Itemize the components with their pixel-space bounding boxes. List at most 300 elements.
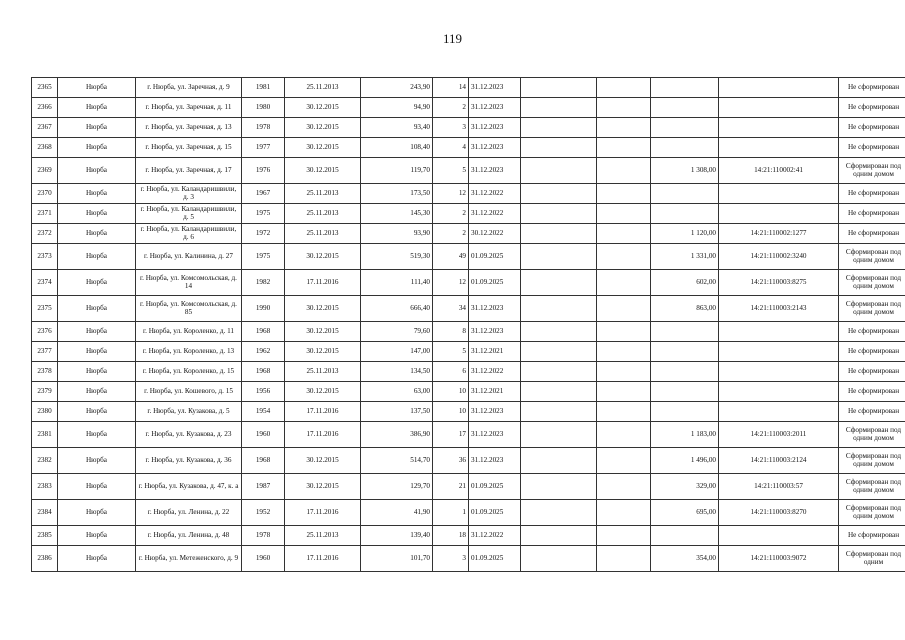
inspection-date-cell: 30.12.2015 xyxy=(285,244,361,270)
row-number-cell: 2367 xyxy=(32,118,58,138)
row-number-cell: 2376 xyxy=(32,322,58,342)
area-cell: 519,30 xyxy=(361,244,433,270)
residents-count-cell: 10 xyxy=(433,382,469,402)
residents-count-cell: 12 xyxy=(433,184,469,204)
build-year-cell: 1975 xyxy=(242,244,285,270)
settlement-cell: Нюрба xyxy=(58,402,136,422)
land-area-cell xyxy=(651,204,719,224)
build-year-cell: 1960 xyxy=(242,422,285,448)
table-row xyxy=(32,296,905,322)
empty-cell xyxy=(521,224,597,244)
row-number-cell: 2372 xyxy=(32,224,58,244)
row-number-cell: 2381 xyxy=(32,422,58,448)
cadastral-number-cell: 14:21:110003:57 xyxy=(719,474,839,500)
table-row xyxy=(32,382,905,402)
area-cell: 137,50 xyxy=(361,402,433,422)
empty-cell xyxy=(521,138,597,158)
empty-cell xyxy=(597,118,651,138)
settlement-cell: Нюрба xyxy=(58,270,136,296)
table-row xyxy=(32,224,905,244)
residents-count-cell: 8 xyxy=(433,322,469,342)
land-area-cell xyxy=(651,402,719,422)
build-year-cell: 1972 xyxy=(242,224,285,244)
table-row xyxy=(32,322,905,342)
settlement-cell: Нюрба xyxy=(58,98,136,118)
planned-date-cell: 31.12.2023 xyxy=(469,98,521,118)
planned-date-cell: 31.12.2022 xyxy=(469,204,521,224)
land-status-cell: Не сформирован xyxy=(839,204,905,224)
build-year-cell: 1956 xyxy=(242,382,285,402)
land-area-cell: 1 183,00 xyxy=(651,422,719,448)
land-status-cell: Сформирован под одним домом xyxy=(839,474,905,500)
area-cell: 147,00 xyxy=(361,342,433,362)
table-row xyxy=(32,78,905,98)
inspection-date-cell: 30.12.2015 xyxy=(285,98,361,118)
inspection-date-cell: 30.12.2015 xyxy=(285,296,361,322)
inspection-date-cell: 25.11.2013 xyxy=(285,184,361,204)
land-status-cell: Не сформирован xyxy=(839,362,905,382)
planned-date-cell: 31.12.2023 xyxy=(469,322,521,342)
address-cell: г. Нюрба, ул. Кузакова, д. 36 xyxy=(136,448,242,474)
planned-date-cell: 31.12.2023 xyxy=(469,158,521,184)
cadastral-number-cell xyxy=(719,526,839,546)
row-number-cell: 2371 xyxy=(32,204,58,224)
address-cell: г. Нюрба, ул. Короленко, д. 15 xyxy=(136,362,242,382)
cadastral-number-cell xyxy=(719,204,839,224)
residents-count-cell: 12 xyxy=(433,270,469,296)
area-cell: 386,90 xyxy=(361,422,433,448)
build-year-cell: 1968 xyxy=(242,322,285,342)
land-status-cell: Не сформирован xyxy=(839,382,905,402)
table-row xyxy=(32,138,905,158)
address-cell: г. Нюрба, ул. Комсомольская, д. 14 xyxy=(136,270,242,296)
cadastral-number-cell xyxy=(719,382,839,402)
table-row xyxy=(32,184,905,204)
land-status-cell: Сформирован под одним домом xyxy=(839,158,905,184)
empty-cell xyxy=(597,474,651,500)
inspection-date-cell: 17.11.2016 xyxy=(285,402,361,422)
empty-cell xyxy=(597,78,651,98)
land-area-cell xyxy=(651,138,719,158)
cadastral-number-cell: 14:21:110003:2143 xyxy=(719,296,839,322)
inspection-date-cell: 30.12.2015 xyxy=(285,474,361,500)
build-year-cell: 1960 xyxy=(242,546,285,572)
table-row xyxy=(32,244,905,270)
build-year-cell: 1962 xyxy=(242,342,285,362)
planned-date-cell: 31.12.2023 xyxy=(469,296,521,322)
land-status-cell: Не сформирован xyxy=(839,322,905,342)
residents-count-cell: 2 xyxy=(433,204,469,224)
residents-count-cell: 6 xyxy=(433,362,469,382)
residents-count-cell: 34 xyxy=(433,296,469,322)
cadastral-number-cell: 14:21:110003:2124 xyxy=(719,448,839,474)
build-year-cell: 1977 xyxy=(242,138,285,158)
row-number-cell: 2377 xyxy=(32,342,58,362)
land-area-cell: 1 331,00 xyxy=(651,244,719,270)
area-cell: 108,40 xyxy=(361,138,433,158)
empty-cell xyxy=(597,322,651,342)
land-area-cell: 354,00 xyxy=(651,546,719,572)
planned-date-cell: 31.12.2023 xyxy=(469,78,521,98)
page-number: 119 xyxy=(442,31,463,46)
land-area-cell xyxy=(651,362,719,382)
row-number-cell: 2374 xyxy=(32,270,58,296)
empty-cell xyxy=(521,322,597,342)
row-number-cell: 2369 xyxy=(32,158,58,184)
build-year-cell: 1982 xyxy=(242,270,285,296)
planned-date-cell: 01.09.2025 xyxy=(469,500,521,526)
area-cell: 134,50 xyxy=(361,362,433,382)
area-cell: 139,40 xyxy=(361,526,433,546)
empty-cell xyxy=(597,184,651,204)
inspection-date-cell: 17.11.2016 xyxy=(285,270,361,296)
table-row xyxy=(32,500,905,526)
planned-date-cell: 31.12.2021 xyxy=(469,382,521,402)
row-number-cell: 2383 xyxy=(32,474,58,500)
build-year-cell: 1987 xyxy=(242,474,285,500)
area-cell: 666,40 xyxy=(361,296,433,322)
empty-cell xyxy=(521,382,597,402)
area-cell: 101,70 xyxy=(361,546,433,572)
area-cell: 93,40 xyxy=(361,118,433,138)
inspection-date-cell: 17.11.2016 xyxy=(285,422,361,448)
address-cell: г. Нюрба, ул. Метеженского, д. 9 xyxy=(136,546,242,572)
empty-cell xyxy=(521,184,597,204)
cadastral-number-cell: 14:21:110002:41 xyxy=(719,158,839,184)
row-number-cell: 2365 xyxy=(32,78,58,98)
inspection-date-cell: 25.11.2013 xyxy=(285,362,361,382)
area-cell: 79,60 xyxy=(361,322,433,342)
empty-cell xyxy=(521,98,597,118)
inspection-date-cell: 30.12.2015 xyxy=(285,322,361,342)
residents-count-cell: 5 xyxy=(433,342,469,362)
settlement-cell: Нюрба xyxy=(58,224,136,244)
row-number-cell: 2384 xyxy=(32,500,58,526)
empty-cell xyxy=(597,546,651,572)
settlement-cell: Нюрба xyxy=(58,244,136,270)
row-number-cell: 2378 xyxy=(32,362,58,382)
table-row xyxy=(32,270,905,296)
inspection-date-cell: 17.11.2016 xyxy=(285,546,361,572)
settlement-cell: Нюрба xyxy=(58,546,136,572)
empty-cell xyxy=(597,98,651,118)
residents-count-cell: 5 xyxy=(433,158,469,184)
land-area-cell: 695,00 xyxy=(651,500,719,526)
table-row xyxy=(32,422,905,448)
table-row xyxy=(32,158,905,184)
settlement-cell: Нюрба xyxy=(58,526,136,546)
planned-date-cell: 31.12.2021 xyxy=(469,342,521,362)
inspection-date-cell: 30.12.2015 xyxy=(285,158,361,184)
empty-cell xyxy=(597,362,651,382)
address-cell: г. Нюрба, ул. Кузакова, д. 47, к. а xyxy=(136,474,242,500)
cadastral-number-cell xyxy=(719,78,839,98)
row-number-cell: 2373 xyxy=(32,244,58,270)
land-status-cell: Сформирован под одним домом xyxy=(839,422,905,448)
land-status-cell: Не сформирован xyxy=(839,342,905,362)
inspection-date-cell: 30.12.2015 xyxy=(285,118,361,138)
address-cell: г. Нюрба, ул. Заречная, д. 11 xyxy=(136,98,242,118)
settlement-cell: Нюрба xyxy=(58,500,136,526)
address-cell: г. Нюрба, ул. Кузакова, д. 23 xyxy=(136,422,242,448)
empty-cell xyxy=(597,158,651,184)
area-cell: 243,90 xyxy=(361,78,433,98)
build-year-cell: 1980 xyxy=(242,98,285,118)
land-status-cell: Не сформирован xyxy=(839,184,905,204)
table-row xyxy=(32,204,905,224)
planned-date-cell: 01.09.2025 xyxy=(469,474,521,500)
land-status-cell: Не сформирован xyxy=(839,224,905,244)
land-area-cell xyxy=(651,98,719,118)
land-status-cell: Сформирован под одним домом xyxy=(839,244,905,270)
residents-count-cell: 2 xyxy=(433,224,469,244)
empty-cell xyxy=(521,78,597,98)
table-row xyxy=(32,118,905,138)
land-status-cell: Сформирован под одним домом xyxy=(839,296,905,322)
table-body xyxy=(32,78,905,572)
cadastral-number-cell xyxy=(719,184,839,204)
empty-cell xyxy=(521,422,597,448)
empty-cell xyxy=(521,546,597,572)
settlement-cell: Нюрба xyxy=(58,382,136,402)
build-year-cell: 1978 xyxy=(242,526,285,546)
planned-date-cell: 31.12.2022 xyxy=(469,362,521,382)
residents-count-cell: 17 xyxy=(433,422,469,448)
address-cell: г. Нюрба, ул. Кузакова, д. 5 xyxy=(136,402,242,422)
planned-date-cell: 31.12.2023 xyxy=(469,448,521,474)
build-year-cell: 1976 xyxy=(242,158,285,184)
settlement-cell: Нюрба xyxy=(58,422,136,448)
empty-cell xyxy=(521,158,597,184)
settlement-cell: Нюрба xyxy=(58,448,136,474)
empty-cell xyxy=(597,270,651,296)
empty-cell xyxy=(521,270,597,296)
settlement-cell: Нюрба xyxy=(58,158,136,184)
empty-cell xyxy=(521,342,597,362)
area-cell: 94,90 xyxy=(361,98,433,118)
cadastral-number-cell: 14:21:110003:8270 xyxy=(719,500,839,526)
cadastral-number-cell: 14:21:110003:8275 xyxy=(719,270,839,296)
cadastral-number-cell xyxy=(719,322,839,342)
row-number-cell: 2368 xyxy=(32,138,58,158)
land-area-cell xyxy=(651,184,719,204)
empty-cell xyxy=(521,296,597,322)
row-number-cell: 2375 xyxy=(32,296,58,322)
empty-cell xyxy=(597,402,651,422)
inspection-date-cell: 25.11.2013 xyxy=(285,204,361,224)
row-number-cell: 2386 xyxy=(32,546,58,572)
build-year-cell: 1990 xyxy=(242,296,285,322)
inspection-date-cell: 25.11.2013 xyxy=(285,224,361,244)
cadastral-number-cell xyxy=(719,362,839,382)
land-area-cell xyxy=(651,526,719,546)
area-cell: 119,70 xyxy=(361,158,433,184)
residents-count-cell: 1 xyxy=(433,500,469,526)
empty-cell xyxy=(521,118,597,138)
build-year-cell: 1978 xyxy=(242,118,285,138)
inspection-date-cell: 30.12.2015 xyxy=(285,342,361,362)
table-row xyxy=(32,448,905,474)
residents-count-cell: 3 xyxy=(433,546,469,572)
build-year-cell: 1968 xyxy=(242,448,285,474)
area-cell: 173,50 xyxy=(361,184,433,204)
inspection-date-cell: 30.12.2015 xyxy=(285,448,361,474)
empty-cell xyxy=(597,448,651,474)
settlement-cell: Нюрба xyxy=(58,118,136,138)
address-cell: г. Нюрба, ул. Кошевого, д. 15 xyxy=(136,382,242,402)
planned-date-cell: 31.12.2023 xyxy=(469,138,521,158)
land-area-cell: 1 120,00 xyxy=(651,224,719,244)
address-cell: г. Нюрба, ул. Каландаришвили, д. 5 xyxy=(136,204,242,224)
address-cell: г. Нюрба, ул. Калинина, д. 27 xyxy=(136,244,242,270)
settlement-cell: Нюрба xyxy=(58,296,136,322)
empty-cell xyxy=(521,362,597,382)
address-cell: г. Нюрба, ул. Заречная, д. 13 xyxy=(136,118,242,138)
land-status-cell: Не сформирован xyxy=(839,138,905,158)
land-status-cell: Не сформирован xyxy=(839,78,905,98)
row-number-cell: 2366 xyxy=(32,98,58,118)
land-area-cell: 863,00 xyxy=(651,296,719,322)
land-area-cell xyxy=(651,322,719,342)
build-year-cell: 1954 xyxy=(242,402,285,422)
row-number-cell: 2385 xyxy=(32,526,58,546)
empty-cell xyxy=(521,244,597,270)
planned-date-cell: 31.12.2022 xyxy=(469,184,521,204)
land-area-cell: 329,00 xyxy=(651,474,719,500)
land-status-cell: Не сформирован xyxy=(839,526,905,546)
cadastral-number-cell xyxy=(719,402,839,422)
table-row xyxy=(32,98,905,118)
residents-count-cell: 14 xyxy=(433,78,469,98)
land-status-cell: Сформирован под одним домом xyxy=(839,500,905,526)
land-status-cell: Сформирован под одним xyxy=(839,546,905,572)
planned-date-cell: 31.12.2022 xyxy=(469,526,521,546)
inspection-date-cell: 30.12.2015 xyxy=(285,138,361,158)
cadastral-number-cell xyxy=(719,138,839,158)
row-number-cell: 2370 xyxy=(32,184,58,204)
address-cell: г. Нюрба, ул. Каландаришвили, д. 6 xyxy=(136,224,242,244)
build-year-cell: 1968 xyxy=(242,362,285,382)
address-cell: г. Нюрба, ул. Заречная, д. 15 xyxy=(136,138,242,158)
empty-cell xyxy=(521,500,597,526)
land-area-cell: 1 496,00 xyxy=(651,448,719,474)
cadastral-number-cell: 14:21:110003:9072 xyxy=(719,546,839,572)
area-cell: 93,90 xyxy=(361,224,433,244)
empty-cell xyxy=(597,382,651,402)
residents-count-cell: 18 xyxy=(433,526,469,546)
address-cell: г. Нюрба, ул. Каландаришвили, д. 3 xyxy=(136,184,242,204)
area-cell: 63,00 xyxy=(361,382,433,402)
cadastral-number-cell: 14:21:110002:1277 xyxy=(719,224,839,244)
residents-count-cell: 4 xyxy=(433,138,469,158)
empty-cell xyxy=(597,500,651,526)
planned-date-cell: 31.12.2023 xyxy=(469,118,521,138)
empty-cell xyxy=(521,402,597,422)
area-cell: 129,70 xyxy=(361,474,433,500)
settlement-cell: Нюрба xyxy=(58,342,136,362)
settlement-cell: Нюрба xyxy=(58,362,136,382)
empty-cell xyxy=(597,244,651,270)
land-area-cell xyxy=(651,382,719,402)
table-row xyxy=(32,342,905,362)
planned-date-cell: 01.09.2025 xyxy=(469,244,521,270)
settlement-cell: Нюрба xyxy=(58,322,136,342)
empty-cell xyxy=(521,474,597,500)
planned-date-cell: 30.12.2022 xyxy=(469,224,521,244)
empty-cell xyxy=(597,296,651,322)
empty-cell xyxy=(521,526,597,546)
residents-count-cell: 36 xyxy=(433,448,469,474)
settlement-cell: Нюрба xyxy=(58,204,136,224)
cadastral-number-cell xyxy=(719,342,839,362)
land-area-cell xyxy=(651,342,719,362)
build-year-cell: 1952 xyxy=(242,500,285,526)
build-year-cell: 1981 xyxy=(242,78,285,98)
table-row xyxy=(32,362,905,382)
inspection-date-cell: 25.11.2013 xyxy=(285,526,361,546)
settlement-cell: Нюрба xyxy=(58,78,136,98)
land-area-cell xyxy=(651,78,719,98)
residents-count-cell: 21 xyxy=(433,474,469,500)
address-cell: г. Нюрба, ул. Заречная, д. 17 xyxy=(136,158,242,184)
table-row xyxy=(32,526,905,546)
planned-date-cell: 31.12.2023 xyxy=(469,422,521,448)
residents-count-cell: 10 xyxy=(433,402,469,422)
row-number-cell: 2379 xyxy=(32,382,58,402)
empty-cell xyxy=(597,526,651,546)
settlement-cell: Нюрба xyxy=(58,138,136,158)
table-row xyxy=(32,474,905,500)
inspection-date-cell: 17.11.2016 xyxy=(285,500,361,526)
row-number-cell: 2380 xyxy=(32,402,58,422)
land-status-cell: Сформирован под одним домом xyxy=(839,270,905,296)
housing-registry-table xyxy=(31,77,905,572)
inspection-date-cell: 25.11.2013 xyxy=(285,78,361,98)
land-status-cell: Сформирован под одним домом xyxy=(839,448,905,474)
empty-cell xyxy=(521,448,597,474)
planned-date-cell: 01.09.2025 xyxy=(469,270,521,296)
inspection-date-cell: 30.12.2015 xyxy=(285,382,361,402)
address-cell: г. Нюрба, ул. Короленко, д. 13 xyxy=(136,342,242,362)
empty-cell xyxy=(597,422,651,448)
land-area-cell: 602,00 xyxy=(651,270,719,296)
planned-date-cell: 31.12.2023 xyxy=(469,402,521,422)
cadastral-number-cell: 14:21:110003:2011 xyxy=(719,422,839,448)
area-cell: 111,40 xyxy=(361,270,433,296)
area-cell: 145,30 xyxy=(361,204,433,224)
cadastral-number-cell xyxy=(719,98,839,118)
cadastral-number-cell xyxy=(719,118,839,138)
build-year-cell: 1967 xyxy=(242,184,285,204)
land-area-cell xyxy=(651,118,719,138)
empty-cell xyxy=(597,204,651,224)
land-status-cell: Не сформирован xyxy=(839,402,905,422)
settlement-cell: Нюрба xyxy=(58,184,136,204)
address-cell: г. Нюрба, ул. Заречная, д. 9 xyxy=(136,78,242,98)
cadastral-number-cell: 14:21:110002:3240 xyxy=(719,244,839,270)
residents-count-cell: 49 xyxy=(433,244,469,270)
land-status-cell: Не сформирован xyxy=(839,98,905,118)
land-status-cell: Не сформирован xyxy=(839,118,905,138)
planned-date-cell: 01.09.2025 xyxy=(469,546,521,572)
address-cell: г. Нюрба, ул. Ленина, д. 48 xyxy=(136,526,242,546)
address-cell: г. Нюрба, ул. Комсомольская, д. 85 xyxy=(136,296,242,322)
area-cell: 41,90 xyxy=(361,500,433,526)
table-row xyxy=(32,546,905,572)
residents-count-cell: 3 xyxy=(433,118,469,138)
build-year-cell: 1975 xyxy=(242,204,285,224)
empty-cell xyxy=(597,224,651,244)
